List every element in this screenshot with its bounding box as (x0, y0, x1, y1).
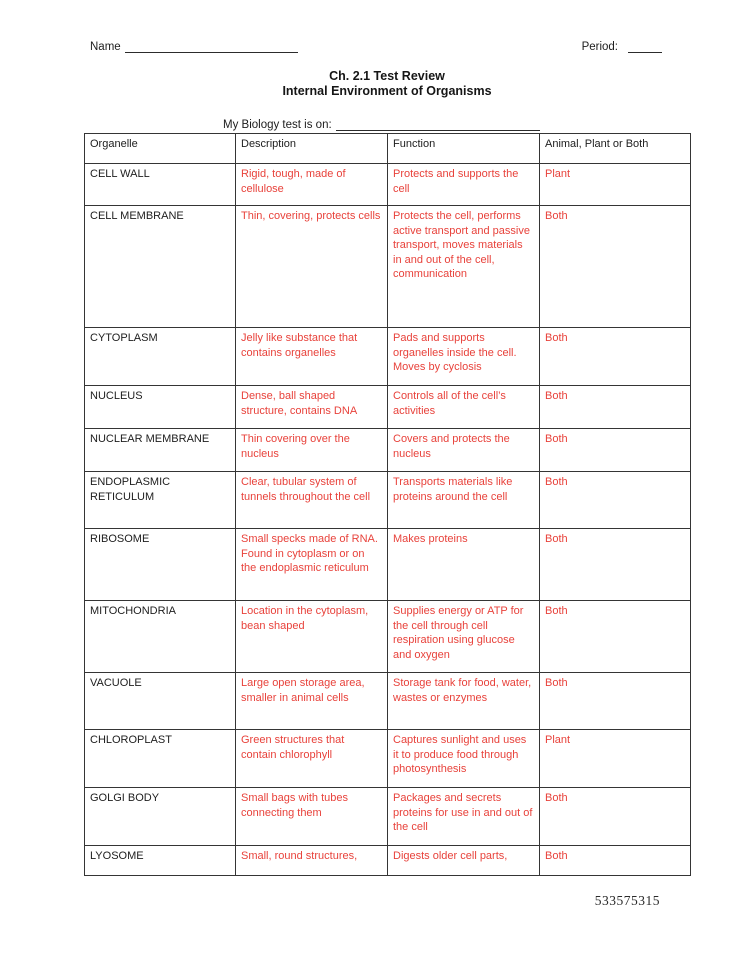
description-answer-cell: Rigid, tough, made of cellulose (236, 164, 388, 206)
function-answer-cell: Protects and supports the cell (388, 164, 540, 206)
type-answer-cell: Plant (540, 164, 691, 206)
organelle-review-table (84, 133, 691, 876)
type-answer-cell: Both (540, 328, 691, 386)
period-label: Period: (581, 41, 618, 53)
type-answer-cell: Both (540, 386, 691, 429)
period-blank-line (628, 41, 662, 53)
organelle-name-cell: LYOSOME (85, 846, 236, 876)
description-answer-cell: Clear, tubular system of tunnels throughout the cell (236, 472, 388, 529)
table-row (85, 529, 691, 601)
organelle-name-cell: ENDOPLASMIC RETICULUM (85, 472, 236, 529)
table-header-row (85, 134, 691, 164)
type-answer-cell: Both (540, 601, 691, 673)
page-content (84, 0, 690, 876)
description-answer-cell: Dense, ball shaped structure, contains DNA (236, 386, 388, 429)
table-row (85, 601, 691, 673)
name-blank-line (125, 41, 298, 53)
type-answer-cell: Both (540, 472, 691, 529)
type-answer-cell: Plant (540, 730, 691, 788)
table-row (85, 788, 691, 846)
column-header-function: Function (388, 134, 540, 164)
organelle-name-cell: RIBOSOME (85, 529, 236, 601)
description-answer-cell: Small specks made of RNA. Found in cytoplasm or on the endoplasmic reticulum (236, 529, 388, 601)
function-answer-cell: Digests older cell parts, (388, 846, 540, 876)
function-answer-cell: Protects the cell, performs active transport and passive transport, moves materials in and out of the cell, communication (388, 206, 540, 328)
description-answer-cell: Jelly like substance that contains organelles (236, 328, 388, 386)
organelle-name-cell: CELL MEMBRANE (85, 206, 236, 328)
test-date-label: My Biology test is on: (223, 119, 332, 131)
organelle-name-cell: MITOCHONDRIA (85, 601, 236, 673)
function-answer-cell: Pads and supports organelles inside the cell. Moves by cyclosis (388, 328, 540, 386)
function-answer-cell: Covers and protects the nucleus (388, 429, 540, 472)
description-answer-cell: Large open storage area, smaller in animal cells (236, 673, 388, 730)
function-answer-cell: Controls all of the cell’s activities (388, 386, 540, 429)
column-header-organelle: Organelle (85, 134, 236, 164)
function-answer-cell: Makes proteins (388, 529, 540, 601)
type-answer-cell: Both (540, 788, 691, 846)
test-date-blank-line (336, 119, 540, 131)
organelle-name-cell: CHLOROPLAST (85, 730, 236, 788)
type-answer-cell: Both (540, 206, 691, 328)
table-row (85, 386, 691, 429)
organelle-name-cell: NUCLEAR MEMBRANE (85, 429, 236, 472)
document-title (84, 69, 690, 99)
description-answer-cell: Thin covering over the nucleus (236, 429, 388, 472)
table-header (85, 134, 691, 164)
name-field (90, 41, 298, 53)
table-row (85, 472, 691, 529)
type-answer-cell: Both (540, 673, 691, 730)
header-row (84, 41, 690, 53)
organelle-name-cell: CYTOPLASM (85, 328, 236, 386)
table-row (85, 164, 691, 206)
type-answer-cell: Both (540, 529, 691, 601)
function-answer-cell: Packages and secrets proteins for use in and out of the cell (388, 788, 540, 846)
name-label: Name (90, 41, 121, 53)
table-row (85, 328, 691, 386)
description-answer-cell: Location in the cytoplasm, bean shaped (236, 601, 388, 673)
table-row (85, 206, 691, 328)
function-answer-cell: Supplies energy or ATP for the cell through cell respiration using glucose and oxygen (388, 601, 540, 673)
table-row (85, 429, 691, 472)
table-row (85, 673, 691, 730)
table-body (85, 164, 691, 876)
column-header-type: Animal, Plant or Both (540, 134, 691, 164)
title-line-1: Ch. 2.1 Test Review (329, 69, 445, 83)
type-answer-cell: Both (540, 429, 691, 472)
organelle-name-cell: NUCLEUS (85, 386, 236, 429)
description-answer-cell: Green structures that contain chlorophyll (236, 730, 388, 788)
description-answer-cell: Small, round structures, (236, 846, 388, 876)
test-date-field (223, 115, 690, 131)
function-answer-cell: Storage tank for food, water, wastes or enzymes (388, 673, 540, 730)
title-line-2: Internal Environment of Organisms (282, 84, 492, 98)
function-answer-cell: Captures sunlight and uses it to produce food through photosynthesis (388, 730, 540, 788)
function-answer-cell: Transports materials like proteins around the cell (388, 472, 540, 529)
organelle-name-cell: GOLGI BODY (85, 788, 236, 846)
footer-document-number: 533575315 (594, 893, 660, 908)
description-answer-cell: Thin, covering, protects cells (236, 206, 388, 328)
column-header-description: Description (236, 134, 388, 164)
organelle-name-cell: CELL WALL (85, 164, 236, 206)
description-answer-cell: Small bags with tubes connecting them (236, 788, 388, 846)
type-answer-cell: Both (540, 846, 691, 876)
period-field (582, 41, 662, 53)
table-row (85, 846, 691, 876)
table-row (85, 730, 691, 788)
organelle-name-cell: VACUOLE (85, 673, 236, 730)
